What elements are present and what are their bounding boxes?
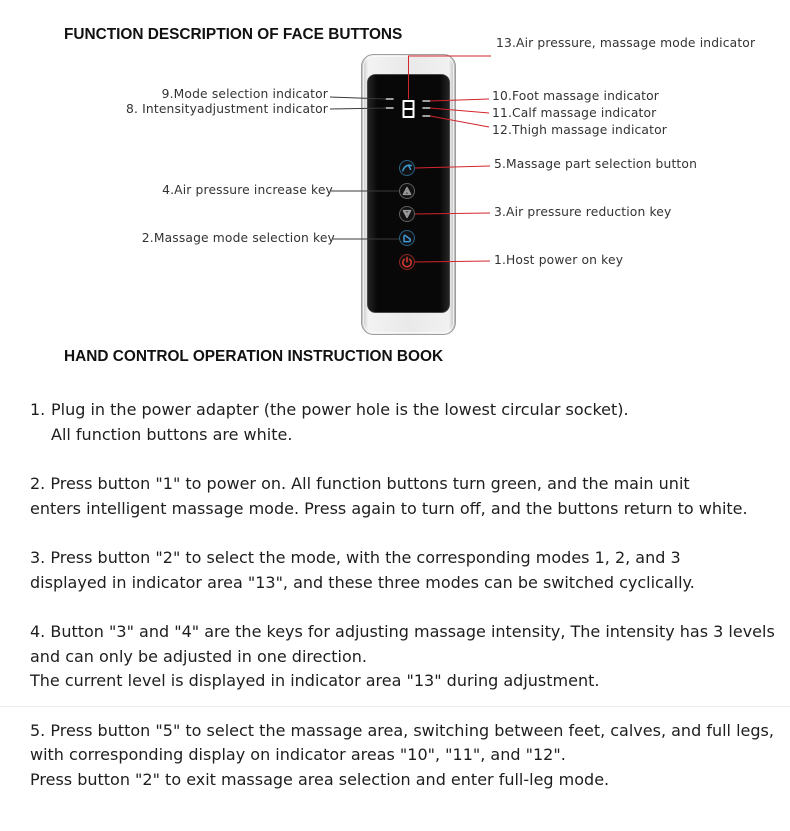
air-pressure-reduction-button: [400, 207, 415, 222]
callout-label-5: 5.Massage part selection button: [494, 157, 698, 171]
callout-label-13: 13.Air pressure, massage mode indicator: [496, 36, 756, 50]
instructions-title: HAND CONTROL OPERATION INSTRUCTION BOOK: [64, 348, 444, 365]
instruction-line: 5. Press button "5" to select the massage area, switching between feet, calves, and full legs,: [30, 720, 774, 740]
instruction-line: 2. Press button "1" to power on. All function buttons turn green, and the main unit: [30, 474, 690, 493]
instruction-line: 4. Button "3" and "4" are the keys for adjusting massage intensity, The intensity has 3 levels: [30, 622, 775, 641]
callout-label-9: 9.Mode selection indicator: [161, 87, 328, 101]
callout-label-12: 12.Thigh massage indicator: [492, 123, 667, 137]
callout-label-3: 3.Air pressure reduction key: [494, 205, 672, 219]
air-pressure-increase-button: [400, 184, 415, 199]
instruction-line: 3. Press button "2" to select the mode, with the corresponding modes 1, 2, and 3: [30, 548, 681, 567]
controller-diagram: [0, 0, 790, 345]
instruction-list: [30, 398, 782, 817]
instruction-line: and can only be adjusted in one direction.: [30, 646, 368, 666]
callout-label-10: 10.Foot massage indicator: [492, 89, 659, 103]
callout-label-4: 4.Air pressure increase key: [162, 183, 333, 197]
massage-mode-selection-button: [400, 231, 415, 246]
instruction-step-4: [30, 620, 782, 694]
instruction-step-1: [30, 398, 782, 447]
instruction-step-5: [30, 719, 782, 793]
massage-part-selection-button: [400, 161, 415, 176]
instruction-line: Plug in the power adapter (the power hole is the lowest circular socket).: [51, 400, 629, 419]
instruction-line: displayed in indicator area "13", and these three modes can be switched cyclically.: [30, 572, 695, 592]
step-marker: 1.: [30, 400, 46, 419]
instruction-step-3: [30, 546, 782, 595]
callout-label-2: 2.Massage mode selection key: [141, 231, 335, 245]
instruction-line: with corresponding display on indicator areas "10", "11", and "12".: [30, 745, 566, 765]
host-power-button: [400, 255, 415, 270]
callout-label-1: 1.Host power on key: [494, 253, 624, 267]
instruction-line: The current level is displayed in indicator area "13" during adjustment.: [30, 671, 600, 691]
step-body: [51, 398, 629, 447]
callout-label-8: 8. Intensityadjustment indicator: [126, 102, 328, 116]
instruction-line: Press button "2" to exit massage area selection and enter full-leg mode.: [30, 770, 610, 790]
instruction-line: All function buttons are white.: [51, 424, 293, 444]
callout-label-11: 11.Calf massage indicator: [492, 106, 657, 120]
instruction-line: enters intelligent massage mode. Press again to turn off, and the buttons return to white.: [30, 498, 748, 518]
diagram-title: FUNCTION DESCRIPTION OF FACE BUTTONS: [64, 26, 403, 43]
instruction-step-2: [30, 472, 782, 521]
